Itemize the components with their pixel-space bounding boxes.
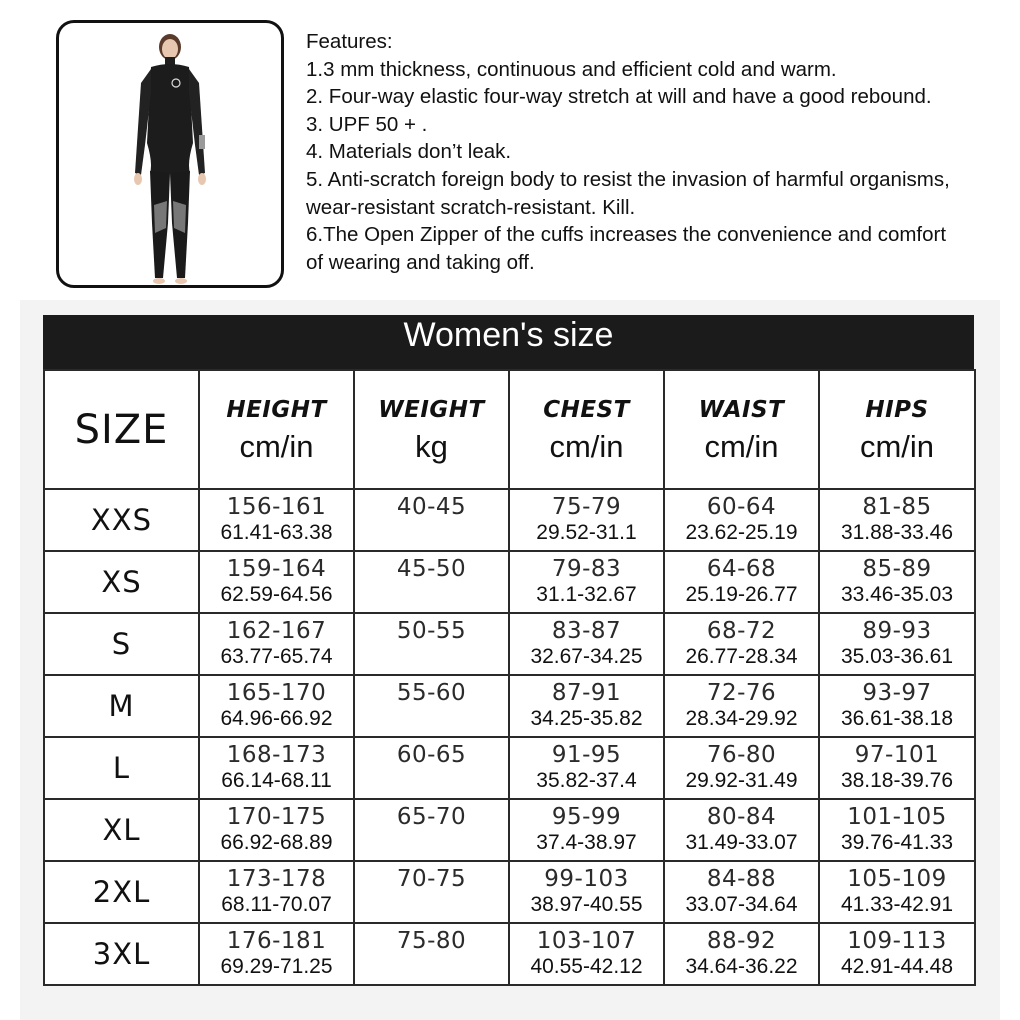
hips-cell — [819, 737, 975, 799]
cell-secondary-value: 39.76-41.33 — [840, 831, 954, 854]
cell-primary-value: 60-65 — [396, 742, 467, 768]
cell-primary-value: 95-99 — [551, 804, 622, 830]
table-row — [44, 489, 975, 551]
column-unit: cm/in — [549, 429, 624, 464]
cell-primary-value: 70-75 — [396, 866, 467, 892]
cell-secondary-value: 42.91-44.48 — [840, 955, 954, 978]
cell-primary-value: 165-170 — [226, 680, 327, 706]
cell-primary-value: 87-91 — [551, 680, 622, 706]
cell-secondary-value: 23.62-25.19 — [685, 521, 798, 544]
table-row — [44, 861, 975, 923]
cell-primary-value: 89-93 — [862, 618, 932, 644]
chest-column-header — [509, 370, 664, 489]
size-label: XXS — [44, 489, 199, 551]
table-row — [44, 675, 975, 737]
chest-cell — [509, 675, 664, 737]
chest-cell — [509, 799, 664, 861]
cell-primary-value: 55-60 — [396, 680, 467, 706]
cell-primary-value: 79-83 — [551, 556, 622, 582]
cell-secondary-value: 41.33-42.91 — [840, 893, 954, 916]
cell-secondary-value: 62.59-64.56 — [220, 583, 333, 606]
cell-secondary-value: 36.61-38.18 — [840, 707, 954, 730]
cell-secondary-value: 38.18-39.76 — [840, 769, 954, 792]
cell-secondary-value: 28.34-29.92 — [685, 707, 798, 730]
cell-primary-value: 75-79 — [551, 494, 622, 520]
cell-primary-value: 60-64 — [706, 494, 777, 520]
cell-primary-value: 40-45 — [396, 494, 467, 520]
cell-secondary-value: 32.67-34.25 — [530, 645, 643, 668]
cell-primary-value: 68-72 — [706, 618, 777, 644]
cell-secondary-value: 37.4-38.97 — [536, 831, 637, 854]
chest-cell — [509, 613, 664, 675]
column-name: CHEST — [543, 397, 630, 423]
cell-secondary-value: 69.29-71.25 — [220, 955, 333, 978]
hips-cell — [819, 675, 975, 737]
height-cell — [199, 551, 354, 613]
cell-primary-value: 97-101 — [854, 742, 940, 768]
size-label: 2XL — [44, 861, 199, 923]
cell-primary-value: 64-68 — [706, 556, 777, 582]
chest-cell — [509, 551, 664, 613]
weight-column-header — [354, 370, 509, 489]
table-row — [44, 613, 975, 675]
table-row — [44, 551, 975, 613]
cell-secondary-value: 33.46-35.03 — [840, 583, 954, 606]
weight-cell — [354, 551, 509, 613]
height-cell — [199, 675, 354, 737]
hips-cell — [819, 923, 975, 985]
weight-cell — [354, 861, 509, 923]
chest-cell — [509, 923, 664, 985]
height-cell — [199, 923, 354, 985]
size-label: M — [44, 675, 199, 737]
cell-secondary-value: 38.97-40.55 — [530, 893, 643, 916]
height-column-header — [199, 370, 354, 489]
waist-cell — [664, 551, 819, 613]
cell-primary-value: 103-107 — [536, 928, 637, 954]
cell-primary-value: 156-161 — [226, 494, 327, 520]
size-label: L — [44, 737, 199, 799]
feature-line: wear-resistant scratch-resistant. Kill. — [306, 195, 636, 219]
cell-secondary-value: 31.88-33.46 — [840, 521, 954, 544]
cell-secondary-value: 35.82-37.4 — [536, 769, 637, 792]
weight-cell — [354, 675, 509, 737]
cell-secondary-value: 29.92-31.49 — [685, 769, 798, 792]
cell-primary-value: 99-103 — [544, 866, 629, 892]
cell-secondary-value: 61.41-63.38 — [220, 521, 333, 544]
cell-primary-value: 159-164 — [226, 556, 327, 582]
column-name: WAIST — [698, 397, 785, 423]
waist-cell — [664, 489, 819, 551]
cell-secondary-value: 64.96-66.92 — [220, 707, 333, 730]
table-row — [44, 737, 975, 799]
feature-line: 4. Materials don’t leak. — [306, 140, 512, 164]
cell-primary-value: 65-70 — [396, 804, 467, 830]
column-name: HEIGHT — [226, 397, 327, 423]
height-cell — [199, 613, 354, 675]
weight-cell — [354, 613, 509, 675]
waist-cell — [664, 861, 819, 923]
size-column-header: SIZE — [44, 370, 199, 489]
header-row — [44, 370, 975, 489]
weight-cell — [354, 799, 509, 861]
column-unit: cm/in — [239, 429, 314, 464]
cell-primary-value: 50-55 — [396, 618, 467, 644]
cell-primary-value: 170-175 — [226, 804, 327, 830]
weight-cell — [354, 489, 509, 551]
waist-cell — [664, 923, 819, 985]
weight-cell — [354, 923, 509, 985]
feature-line: 3. UPF 50 + . — [306, 112, 428, 136]
cell-primary-value: 176-181 — [226, 928, 327, 954]
size-table — [43, 369, 976, 986]
cell-primary-value: 101-105 — [847, 804, 947, 830]
chest-cell — [509, 737, 664, 799]
height-cell — [199, 799, 354, 861]
waist-cell — [664, 799, 819, 861]
cell-primary-value: 84-88 — [706, 866, 777, 892]
cell-secondary-value: 33.07-34.64 — [685, 893, 798, 916]
cell-primary-value: 80-84 — [706, 804, 777, 830]
cell-secondary-value: 63.77-65.74 — [220, 645, 333, 668]
height-cell — [199, 489, 354, 551]
table-row — [44, 799, 975, 861]
height-cell — [199, 737, 354, 799]
column-name: WEIGHT — [378, 397, 485, 423]
cell-secondary-value: 29.52-31.1 — [536, 521, 637, 544]
chest-cell — [509, 489, 664, 551]
cell-secondary-value: 40.55-42.12 — [530, 955, 643, 978]
cell-primary-value: 93-97 — [862, 680, 932, 706]
cell-primary-value: 105-109 — [847, 866, 947, 892]
size-chart-title: Women's size — [43, 315, 974, 369]
cell-primary-value: 88-92 — [706, 928, 777, 954]
hips-cell — [819, 489, 975, 551]
column-unit: kg — [415, 429, 448, 464]
feature-line: 2. Four-way elastic four-way stretch at will and have a good rebound. — [306, 85, 932, 109]
cell-secondary-value: 35.03-36.61 — [840, 645, 954, 668]
cell-primary-value: 75-80 — [396, 928, 467, 954]
cell-secondary-value: 25.19-26.77 — [685, 583, 798, 606]
waist-column-header — [664, 370, 819, 489]
cell-primary-value: 72-76 — [706, 680, 777, 706]
cell-secondary-value: 34.25-35.82 — [530, 707, 643, 730]
column-name: HIPS — [865, 397, 929, 423]
wetsuit-model-illustration — [59, 23, 281, 285]
height-cell — [199, 861, 354, 923]
chest-cell — [509, 861, 664, 923]
size-label: XS — [44, 551, 199, 613]
cell-primary-value: 162-167 — [226, 618, 327, 644]
cell-primary-value: 109-113 — [847, 928, 947, 954]
cell-secondary-value: 68.11-70.07 — [221, 893, 332, 916]
size-label: XL — [44, 799, 199, 861]
cell-primary-value: 168-173 — [226, 742, 327, 768]
hips-cell — [819, 551, 975, 613]
feature-line: 5. Anti-scratch foreign body to resist the invasion of harmful organisms, — [306, 167, 950, 191]
feature-line: of wearing and taking off. — [306, 250, 535, 274]
waist-cell — [664, 737, 819, 799]
cell-primary-value: 83-87 — [551, 618, 622, 644]
cell-primary-value: 45-50 — [396, 556, 467, 582]
cell-primary-value: 173-178 — [226, 866, 327, 892]
column-unit: cm/in — [704, 429, 779, 464]
cell-secondary-value: 66.14-68.11 — [221, 769, 332, 792]
cell-secondary-value: 31.1-32.67 — [536, 583, 637, 606]
weight-cell — [354, 737, 509, 799]
cell-secondary-value: 66.92-68.89 — [220, 831, 333, 854]
hips-cell — [819, 613, 975, 675]
product-photo — [56, 20, 284, 288]
feature-line: 1.3 mm thickness, continuous and efficient cold and warm. — [306, 57, 837, 81]
cell-secondary-value: 26.77-28.34 — [685, 645, 798, 668]
cell-primary-value: 91-95 — [551, 742, 622, 768]
cell-primary-value: 85-89 — [862, 556, 932, 582]
size-label: S — [44, 613, 199, 675]
cell-secondary-value: 31.49-33.07 — [685, 831, 798, 854]
size-label: 3XL — [44, 923, 199, 985]
cell-primary-value: 76-80 — [706, 742, 777, 768]
cell-secondary-value: 34.64-36.22 — [685, 955, 798, 978]
hips-column-header — [819, 370, 975, 489]
cell-primary-value: 81-85 — [862, 494, 932, 520]
waist-cell — [664, 675, 819, 737]
column-unit: cm/in — [859, 429, 935, 464]
hips-cell — [819, 799, 975, 861]
features-heading: Features: — [306, 30, 393, 53]
table-row — [44, 923, 975, 985]
waist-cell — [664, 613, 819, 675]
feature-line: 6.The Open Zipper of the cuffs increases the convenience and comfort — [306, 223, 947, 247]
features-text — [306, 28, 1006, 276]
hips-cell — [819, 861, 975, 923]
